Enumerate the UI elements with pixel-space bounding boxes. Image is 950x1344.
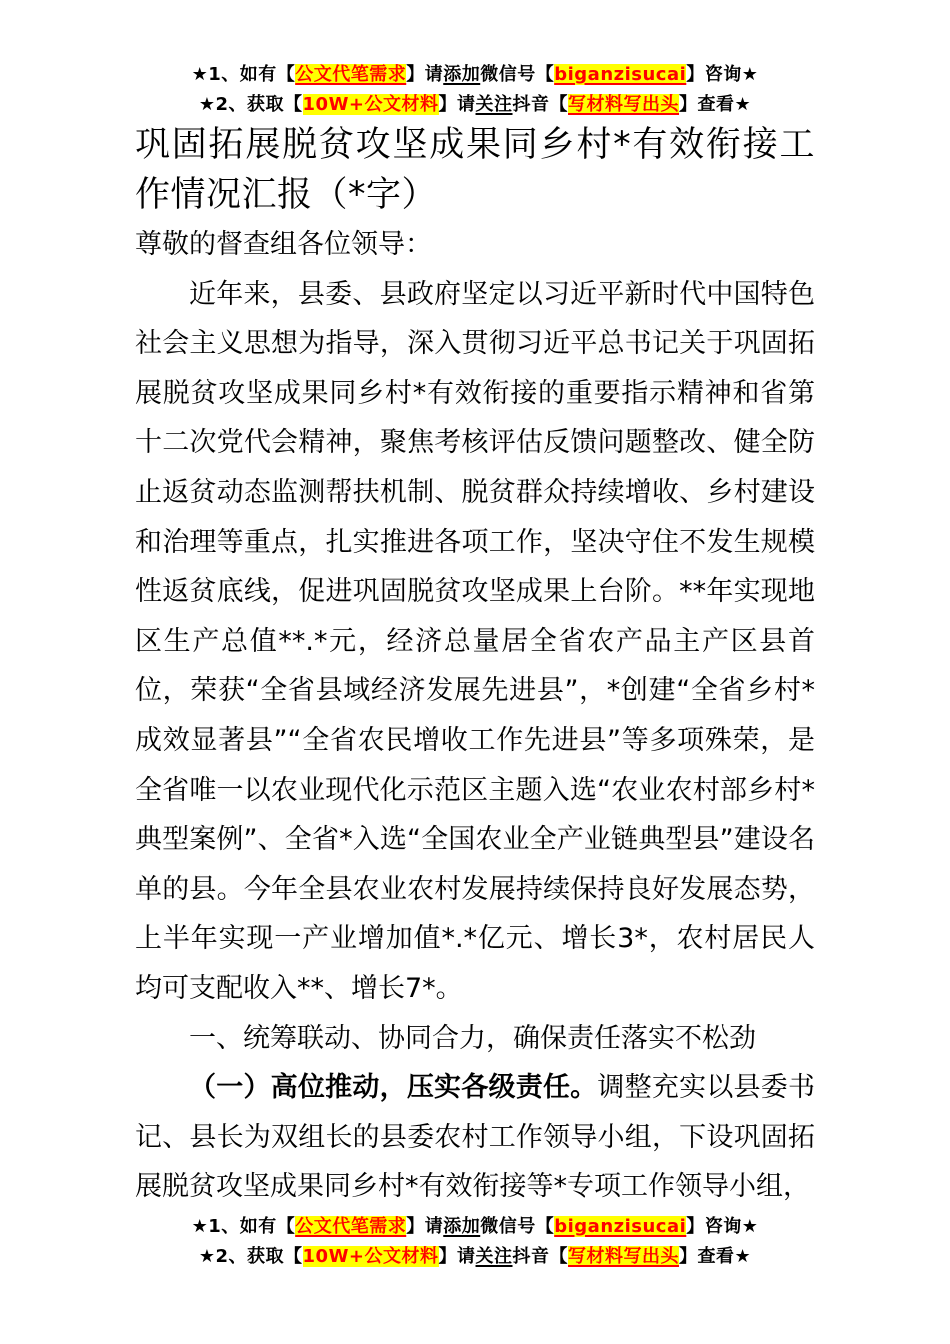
watermark-highlight-materials: 10W+公文材料 xyxy=(302,1245,439,1267)
watermark-text: ★2、获取【 xyxy=(198,94,303,115)
body-paragraph-1: 近年来，县委、县政府坚定以习近平新时代中国特色社会主义思想为指导，深入贯彻习近平总书记关于巩固拓展脱贫攻坚成果同乡村*有效衔接的重要指示精神和省第十二次党代会精神，聚焦考核评估反馈问题整改、健全防止返贫动态监测帮扶机制、脱贫群众持续增收、乡村建设和治理等重点，扎实推进各项工作，坚决守住不发生规模性返贫底线，促进巩固脱贫攻坚成果上台阶。**年实现地区生产总值**.*元，经济总量居全省农产品主产区县首位，荣获“全省县域经济发展先进县”，*创建“全省乡村*成效显著县”“全省农民增收工作先进县”等多项殊荣，是全省唯一以农业现代化示范区主题入选“农业农村部乡村*典型案例”、全省*入选“全国农业全产业链典型县”建设名单的县。今年全县农业农村发展持续保持良好发展态势，上半年实现一产业增加值*.*亿元、增长3*，农村居民人均可支配收入**、增长7*。 xyxy=(135,278,815,1004)
document-content xyxy=(0,120,950,1212)
watermark-text: 】请 xyxy=(406,1215,444,1237)
watermark-highlight-douyin-id: 写材料写出头 xyxy=(568,1245,680,1267)
watermark-text: 】请 xyxy=(438,1245,476,1267)
watermark-highlight-wechat-id: biganzisucai xyxy=(554,1215,687,1237)
watermark-text: 抖音【 xyxy=(512,1245,569,1267)
watermark-highlight-service: 公文代笔需求 xyxy=(295,1215,407,1237)
body-paragraph-2 xyxy=(135,1063,815,1212)
watermark-text: 】咨询★ xyxy=(686,64,759,85)
watermark-text: 】请 xyxy=(406,64,444,85)
watermark-text: 微信号【 xyxy=(480,64,555,85)
watermark-header xyxy=(0,0,950,120)
watermark-footer xyxy=(0,1212,950,1272)
watermark-text: 】查看★ xyxy=(679,94,752,115)
watermark-highlight-wechat-id: biganzisucai xyxy=(554,64,687,85)
watermark-footer-line-1 xyxy=(0,1212,950,1242)
watermark-text: 】咨询★ xyxy=(686,1215,759,1237)
section-heading-1: 一、统筹联动、协同合力，确保责任落实不松劲 xyxy=(189,1022,756,1054)
watermark-text: ★1、如有【 xyxy=(191,1215,296,1237)
watermark-text: 】请 xyxy=(438,94,476,115)
watermark-text: ★2、获取【 xyxy=(198,1245,303,1267)
watermark-highlight-materials: 10W+公文材料 xyxy=(302,94,439,115)
watermark-underline-add: 添加 xyxy=(443,1215,481,1237)
watermark-text: 抖音【 xyxy=(512,94,569,115)
watermark-text: ★1、如有【 xyxy=(191,64,296,85)
paragraph-2-text: 调整充实以县委书记、县长为双组长的县委农村工作领导小组，下设巩固拓展脱贫攻坚成果同乡村*有效衔接等*专项工作领导小组， xyxy=(135,1072,816,1203)
watermark-text: 微信号【 xyxy=(480,1215,555,1237)
watermark-highlight-service: 公文代笔需求 xyxy=(295,64,407,85)
watermark-text: 】查看★ xyxy=(679,1245,752,1267)
subheading-bold-lead: （一）高位推动，压实各级责任。 xyxy=(189,1072,598,1104)
watermark-underline-add: 添加 xyxy=(443,64,481,85)
watermark-underline-follow: 关注 xyxy=(475,1245,513,1267)
watermark-underline-follow: 关注 xyxy=(475,94,513,115)
watermark-footer-line-2 xyxy=(0,1242,950,1272)
watermark-header-line-1 xyxy=(0,60,950,90)
watermark-highlight-douyin-id: 写材料写出头 xyxy=(568,94,680,115)
document-title: 巩固拓展脱贫攻坚成果同乡村*有效衔接工作情况汇报（*字） xyxy=(135,125,815,215)
watermark-header-line-2 xyxy=(0,90,950,120)
salutation: 尊敬的督查组各位领导： xyxy=(135,229,432,260)
